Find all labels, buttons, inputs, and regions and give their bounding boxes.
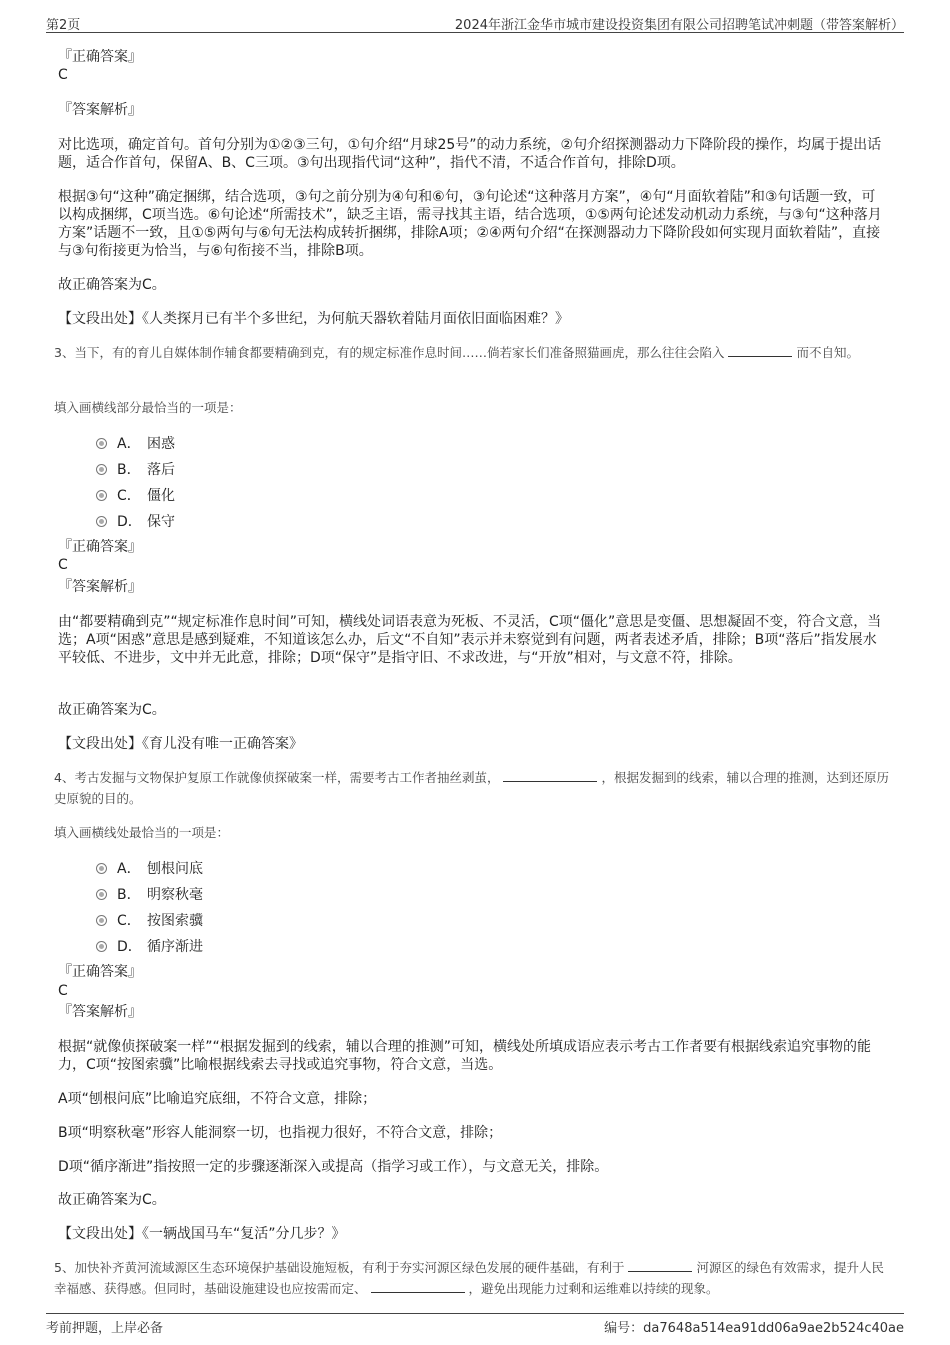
q5-blank-2 xyxy=(371,1280,465,1293)
q4-option-d[interactable]: D． 循序渐进 xyxy=(96,936,203,956)
q3-option-b[interactable]: B． 落后 xyxy=(96,459,175,479)
radio-icon[interactable] xyxy=(96,863,107,874)
page-header xyxy=(46,12,904,33)
page-footer xyxy=(46,1313,904,1336)
q3-instruction: 填入画横线部分最恰当的一项是： xyxy=(54,400,242,415)
radio-icon[interactable] xyxy=(96,490,107,501)
q3-analysis-label: 『答案解析』 xyxy=(58,579,142,595)
q2-analysis-p2: 根据③句“这种”确定捆绑，结合选项，③句之前分别为④句和⑥句，③句论述“这种落月方案”，④句“月面软着陆”和③句话题一致，可以构成捆绑，C项当选。⑥句论述“所需技术”，缺乏主语，需寻找其主语，结合选项，①⑤两句论述发动机动力系统，与③句“这种落月方案”话题不一致，且①⑤两句与⑥句无法构成转折捆绑，排除A项；②④两句介绍“在探测器动力下降阶段如何实现月面软着陆”，直接与③句衔接更为恰当，与⑥句衔接不当，排除B项。 xyxy=(58,189,882,259)
q4-option-a[interactable]: A． 刨根问底 xyxy=(96,858,203,878)
q4-conclusion: 故正确答案为C。 xyxy=(58,1192,166,1208)
footer-slogan: 考前押题，上岸必备 xyxy=(46,1321,164,1336)
q4-answer: C xyxy=(58,983,68,999)
q2-analysis-label: 『答案解析』 xyxy=(58,102,142,118)
page-number: 第2页 xyxy=(46,18,81,33)
q4-blank xyxy=(503,769,597,782)
q5-stem: 5、加快补齐黄河流域源区生态环境保护基础设施短板，有利于夯实河源区绿色发展的硬件基础，有利于 河源区的绿色有效需求，提升人民幸福感、获得感。但同时，基础设施建设也应按需而定、 ，避免出现能力过剩和运维难以持续的现象。 xyxy=(54,1260,884,1296)
radio-icon[interactable] xyxy=(96,941,107,952)
q4-answer-label: 『正确答案』 xyxy=(58,964,142,980)
q4-option-c[interactable]: C． 按图索骥 xyxy=(96,910,203,930)
radio-icon[interactable] xyxy=(96,464,107,475)
q2-conclusion: 故正确答案为C。 xyxy=(58,277,166,293)
q3-option-a[interactable]: A． 困惑 xyxy=(96,433,175,453)
q4-source: 【文段出处】《一辆战国马车“复活”分几步？》 xyxy=(58,1226,346,1242)
q4-analysis-label: 『答案解析』 xyxy=(58,1004,142,1020)
q3-analysis-p1: 由“都要精确到克”“规定标准作息时间”可知，横线处词语表意为死板、不灵活，C项“僵化”意思是变僵、思想凝固不变，符合文意，当选；A项“困惑”意思是感到疑难，不知道该怎么办，后文“不自知”表示并未察觉到有问题，两者表述矛盾，排除；B项“落后”指发展水平较低、不进步，文中并无此意，排除；D项“保守”是指守旧、不求改进，与“开放”相对，与文意不符，排除。 xyxy=(58,614,882,666)
document-code: 编号：da7648a514ea91dd06a9ae2b524c40ae xyxy=(604,1321,904,1336)
q2-answer-label: 『正确答案』 xyxy=(58,49,142,65)
q4-stem: 4、考古发掘与文物保护复原工作就像侦探破案一样，需要考古工作者抽丝剥茧， ，根据发掘到的线索，辅以合理的推测，达到还原历史原貌的目的。 xyxy=(54,770,889,806)
q4-analysis-b: B项“明察秋毫”形容人能洞察一切，也指视力很好，不符合文意，排除； xyxy=(58,1125,503,1141)
q3-option-d[interactable]: D． 保守 xyxy=(96,511,175,531)
radio-icon[interactable] xyxy=(96,889,107,900)
q3-source: 【文段出处】《育儿没有唯一正确答案》 xyxy=(58,736,303,752)
q3-blank xyxy=(728,344,792,357)
q3-answer: C xyxy=(58,557,68,573)
q3-stem: 3、当下，有的育儿自媒体制作辅食都要精确到克，有的规定标准作息时间……倘若家长们准备照猫画虎，那么往往会陷入 而不自知。 xyxy=(54,345,859,360)
q4-analysis-a: A项“刨根问底”比喻追究底细，不符合文意，排除； xyxy=(58,1091,377,1107)
q3-conclusion: 故正确答案为C。 xyxy=(58,702,166,718)
radio-icon[interactable] xyxy=(96,915,107,926)
q2-source: 【文段出处】《人类探月已有半个多世纪，为何航天器软着陆月面依旧面临困难？》 xyxy=(58,311,569,327)
document-title: 2024年浙江金华市城市建设投资集团有限公司招聘笔试冲刺题（带答案解析） xyxy=(454,18,904,33)
q4-instruction: 填入画横线处最恰当的一项是： xyxy=(54,825,230,840)
q3-option-c[interactable]: C． 僵化 xyxy=(96,485,175,505)
q3-answer-label: 『正确答案』 xyxy=(58,539,142,555)
radio-icon[interactable] xyxy=(96,516,107,527)
q2-analysis-p1: 对比选项，确定首句。首句分别为①②③三句，①句介绍“月球25号”的动力系统，②句介绍探测器动力下降阶段的操作，均属于提出话题，适合作首句，保留A、B、C三项。③句出现指代词“这种”，指代不清，不适合作首句，排除D项。 xyxy=(58,137,882,171)
q4-analysis-d: D项“循序渐进”指按照一定的步骤逐渐深入或提高（指学习或工作），与文意无关，排除。 xyxy=(58,1159,609,1175)
q2-answer: C xyxy=(58,67,68,83)
q5-blank-1 xyxy=(628,1259,692,1272)
q4-analysis-p1: 根据“就像侦探破案一样”“根据发掘到的线索，辅以合理的推测”可知，横线处所填成语应表示考古工作者要有根据线索追究事物的能力，C项“按图索骥”比喻根据线索去寻找或追究事物，符合文意，当选。 xyxy=(58,1039,872,1073)
q4-option-b[interactable]: B． 明察秋毫 xyxy=(96,884,203,904)
radio-icon[interactable] xyxy=(96,438,107,449)
